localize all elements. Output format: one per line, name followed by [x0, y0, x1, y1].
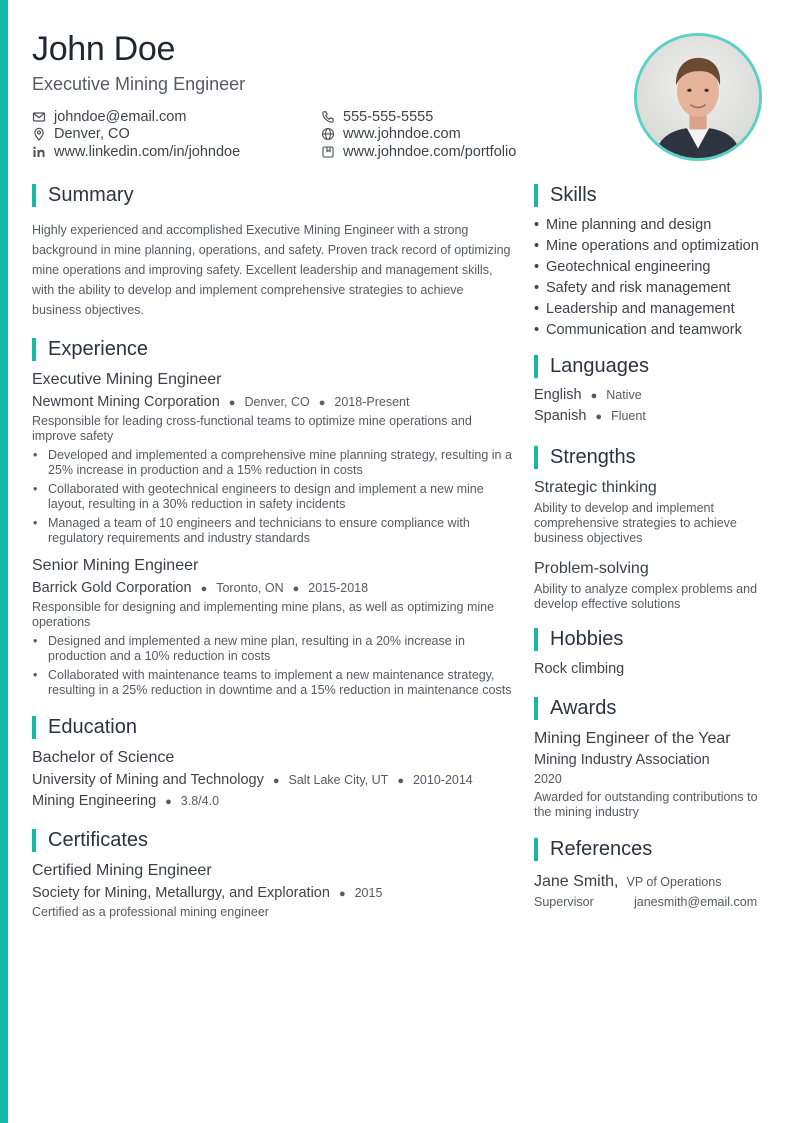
section-heading-experience: Experience [32, 337, 512, 362]
education-gpa: 3.8/4.0 [180, 794, 220, 808]
reference-position: VP of Operations [626, 875, 722, 889]
phone-icon [321, 110, 335, 124]
job-title: Executive Mining Engineer [32, 371, 222, 388]
hobby-item: Rock climbing [534, 661, 625, 677]
job-company: Newmont Mining Corporation [32, 394, 220, 410]
skill-item: • Mine planning and design [534, 217, 774, 234]
education-meta: University of Mining and Technology ● Salt Lake City, UT ● 2010-2014 [32, 772, 473, 788]
strength-description: Ability to develop and implement comprehensive strategies to achieve business objectives [534, 501, 737, 545]
job-description: Responsible for designing and implementing mine plans, as well as optimizing mine operations [32, 600, 495, 629]
award-year: 2020 [534, 772, 562, 786]
side-column [534, 183, 774, 909]
skill-item: • Leadership and management [534, 301, 774, 318]
candidate-name: John Doe [32, 30, 176, 68]
section-heading-strengths: Strengths [534, 445, 774, 470]
experience-item [32, 557, 512, 698]
languages-list [534, 387, 774, 429]
language-item: English ● Native [534, 387, 642, 403]
job-bullet: • Collaborated with geotechnical engineers to design and implement a new mine layout, resulting in a 30% reduction in safety incidents [32, 482, 512, 512]
education-degree: Bachelor of Science [32, 749, 175, 766]
accent-bar [0, 0, 8, 1123]
section-heading-hobbies: Hobbies [534, 627, 774, 652]
experience-item [32, 371, 512, 546]
section-heading-skills: Skills [534, 183, 774, 208]
contact-linkedin[interactable]: www.linkedin.com/in/johndoe [32, 143, 240, 161]
job-company: Barrick Gold Corporation [32, 580, 192, 596]
skill-item: • Mine operations and optimization [534, 238, 774, 255]
certificate-meta: Society for Mining, Metallurgy, and Exploration ● 2015 [32, 885, 383, 901]
award-description: Awarded for outstanding contributions to the mining industry [534, 790, 758, 819]
section-heading-summary: Summary [32, 183, 512, 208]
candidate-title: Executive Mining Engineer [32, 74, 246, 94]
contact-email[interactable]: johndoe@email.com [32, 108, 240, 126]
job-location: Denver, CO [244, 395, 310, 409]
job-bullets [32, 634, 512, 698]
education-field-row: Mining Engineering ● 3.8/4.0 [32, 793, 220, 809]
contact-location: Denver, CO [32, 126, 240, 144]
contact-phone[interactable]: 555-555-5555 [321, 108, 516, 126]
job-meta: Newmont Mining Corporation ● Denver, CO ● 2018-Present [32, 394, 410, 410]
job-dates: 2018-Present [334, 395, 410, 409]
mail-icon [32, 110, 46, 124]
certificate-year: 2015 [354, 886, 383, 900]
contact-right [321, 108, 516, 161]
job-meta: Barrick Gold Corporation ● Toronto, ON ● 2015-2018 [32, 580, 369, 596]
section-heading-certificates: Certificates [32, 828, 512, 853]
award-title: Mining Engineer of the Year [534, 730, 731, 747]
skills-list [534, 217, 774, 339]
linkedin-icon [32, 145, 46, 159]
skill-item: • Safety and risk management [534, 280, 774, 297]
skill-item: • Communication and teamwork [534, 322, 774, 339]
education-dates: 2010-2014 [412, 773, 473, 787]
job-title: Senior Mining Engineer [32, 557, 199, 574]
section-heading-education: Education [32, 715, 512, 740]
skill-item: • Geotechnical engineering [534, 259, 774, 276]
job-bullet: • Designed and implemented a new mine plan, resulting in a 20% increase in production and a 10% reduction in costs [32, 634, 512, 664]
job-bullet: • Managed a team of 10 engineers and technicians to ensure compliance with regulatory requirements and industry standards [32, 516, 512, 546]
summary-text: Highly experienced and accomplished Executive Mining Engineer with a strong background in mine planning, operations, and safety. Proven track record of optimizing mine operations and improving safety. Excellent leadership and management skills, with the ability to develop and implement comprehensive strategies to achieve business objectives. [32, 223, 511, 317]
strength-title: Problem-solving [534, 560, 649, 577]
certificate-description: Certified as a professional mining engineer [32, 905, 269, 919]
map-pin-icon [32, 127, 46, 141]
job-bullets [32, 448, 512, 546]
strength-description: Ability to analyze complex problems and develop effective solutions [534, 582, 758, 611]
certificate-name: Certified Mining Engineer [32, 862, 212, 879]
strength-title: Strategic thinking [534, 479, 657, 496]
strength-item [534, 479, 774, 546]
bookmark-icon [321, 145, 335, 159]
certificate-issuer: Society for Mining, Metallurgy, and Exploration [32, 885, 330, 901]
reference-email[interactable]: janesmith@email.com [634, 895, 758, 909]
education-location: Salt Lake City, UT [288, 773, 389, 787]
main-column [32, 183, 512, 920]
education-field: Mining Engineering [32, 793, 157, 809]
contact-website[interactable]: www.johndoe.com [321, 126, 516, 144]
profile-photo [634, 33, 762, 161]
job-location: Toronto, ON [216, 581, 284, 595]
job-dates: 2015-2018 [308, 581, 369, 595]
award-org: Mining Industry Association [534, 752, 710, 768]
job-description: Responsible for leading cross-functional teams to optimize mine operations and improve safety [32, 414, 472, 443]
job-bullet: • Collaborated with maintenance teams to implement a new maintenance strategy, resulting in a 25% reduction in downtime and a 15% reduction in maintenance costs [32, 668, 512, 698]
section-heading-references: References [534, 837, 774, 862]
strength-item [534, 560, 774, 612]
section-heading-languages: Languages [534, 354, 774, 379]
language-item: Spanish ● Fluent [534, 408, 646, 424]
contact-left [32, 108, 240, 161]
globe-icon [321, 127, 335, 141]
reference-name: Jane Smith, [534, 873, 619, 890]
education-school: University of Mining and Technology [32, 772, 264, 788]
reference-name-row [534, 873, 774, 891]
reference-details [534, 895, 774, 909]
section-heading-awards: Awards [534, 696, 774, 721]
reference-relationship: Supervisor [534, 895, 594, 909]
contact-portfolio[interactable]: www.johndoe.com/portfolio [321, 143, 516, 161]
job-bullet: • Developed and implemented a comprehensive mine planning strategy, resulting in a 25% increase in production and a 15% reduction in costs [32, 448, 512, 478]
